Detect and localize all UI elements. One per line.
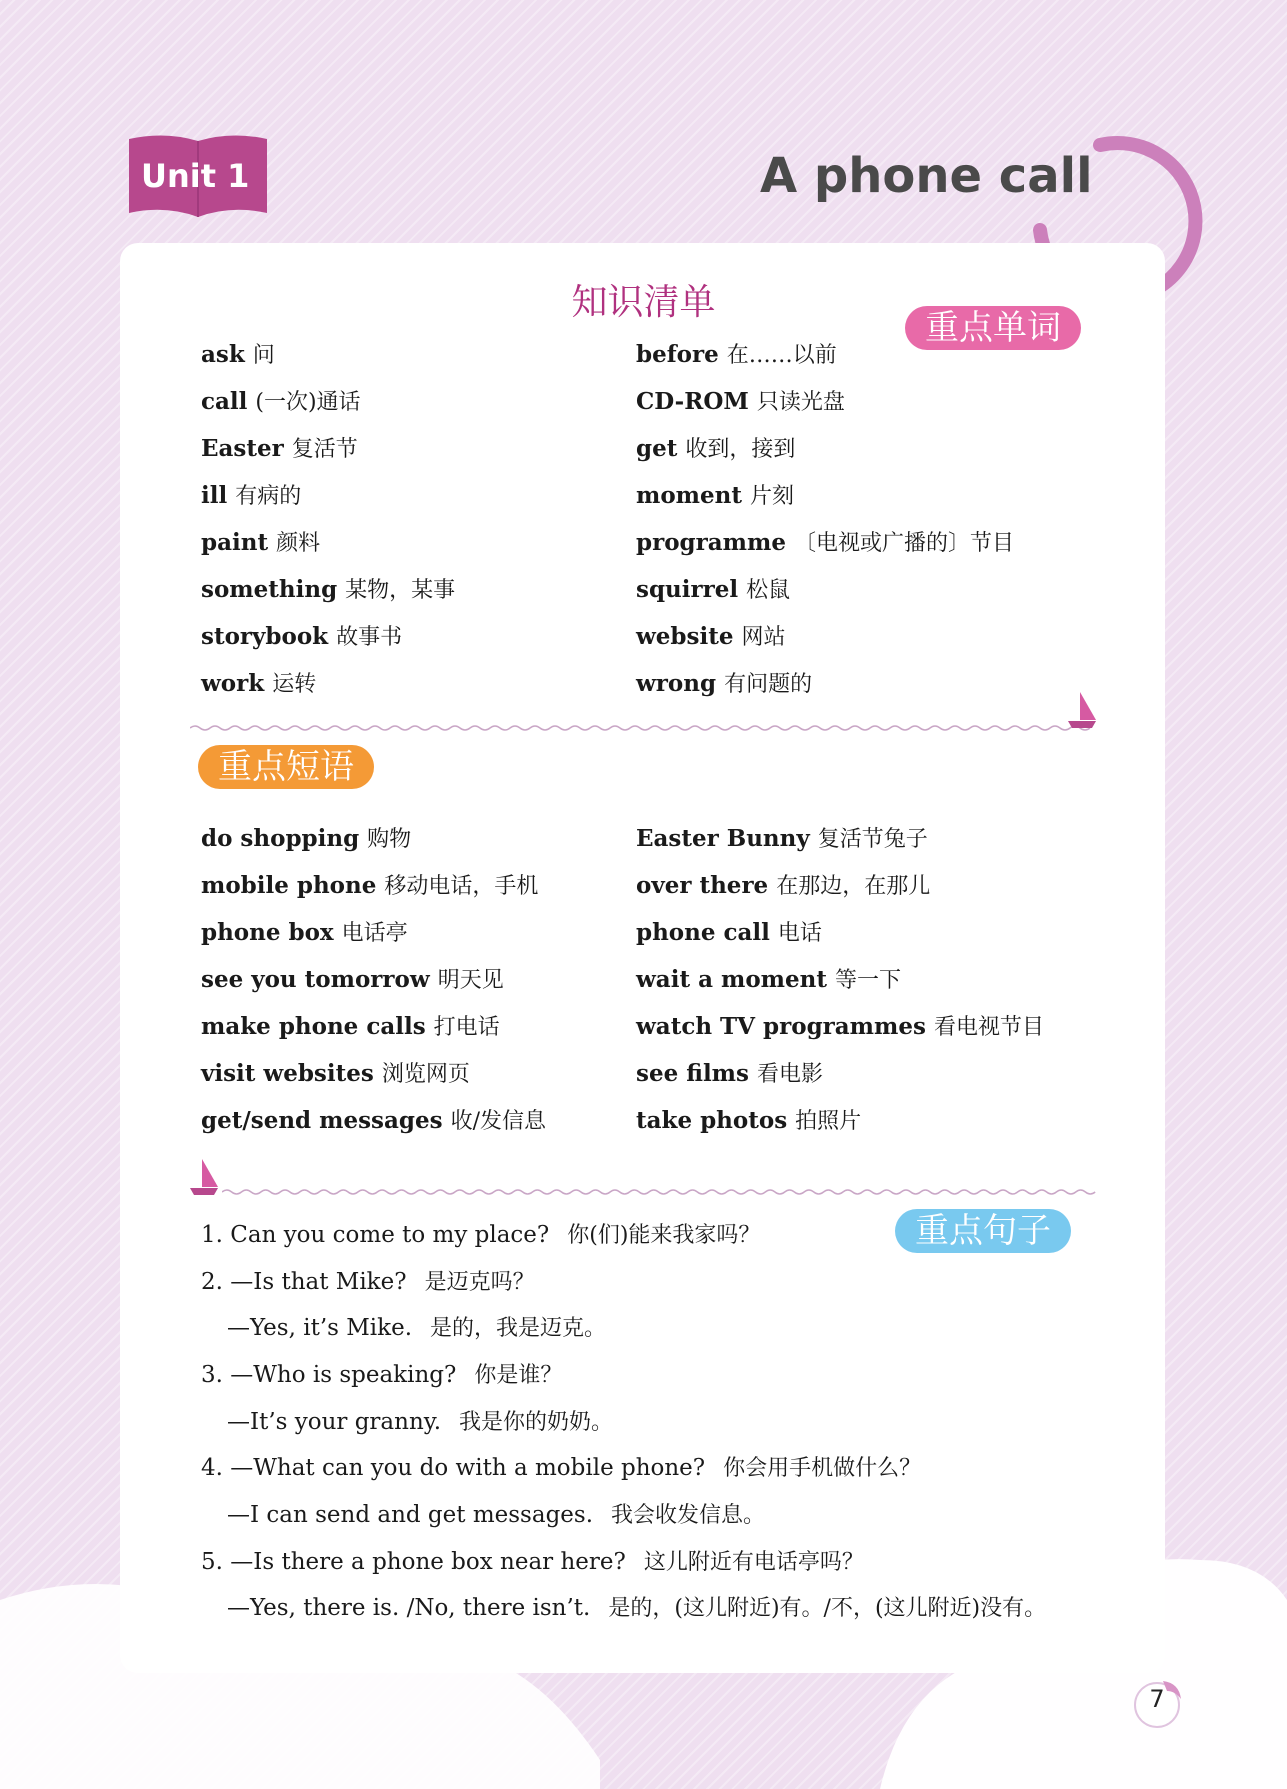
phrase-item: do shopping 购物 bbox=[201, 825, 412, 852]
phrase-row bbox=[201, 916, 1081, 956]
word-row bbox=[201, 432, 1081, 472]
wavy-divider bbox=[190, 724, 1095, 732]
sentence-line: —Yes, there is. /No, there isn’t. 是的，(这儿附近)有。/不，(这儿附近)没有。 bbox=[227, 1595, 1047, 1621]
word-item: call (一次)通话 bbox=[201, 388, 361, 415]
phrase-row bbox=[201, 963, 1081, 1003]
phrase-item: see you tomorrow 明天见 bbox=[201, 966, 504, 993]
word-item: get 收到，接到 bbox=[636, 435, 796, 462]
word-row bbox=[201, 385, 1081, 425]
sentence-line: —It’s your granny. 我是你的奶奶。 bbox=[227, 1409, 614, 1435]
phrase-item: see films 看电影 bbox=[636, 1060, 823, 1087]
key-phrases-badge: 重点短语 bbox=[198, 745, 374, 789]
sentence-line: 2. —Is that Mike? 是迈克吗？ bbox=[201, 1269, 535, 1295]
phrase-row bbox=[201, 869, 1081, 909]
word-item: ask 问 bbox=[201, 341, 275, 368]
sailboat-icon bbox=[188, 1157, 220, 1197]
word-row bbox=[201, 338, 1081, 378]
wavy-divider bbox=[222, 1188, 1100, 1196]
word-item: website 网站 bbox=[636, 623, 786, 650]
section-title: 知识清单 bbox=[571, 282, 716, 323]
sailboat-icon bbox=[1066, 690, 1098, 730]
cloud-decoration-right bbox=[880, 1510, 1287, 1789]
word-item: before 在……以前 bbox=[636, 341, 837, 368]
word-row bbox=[201, 620, 1081, 660]
word-item: programme 〔电视或广播的〕节目 bbox=[636, 529, 1014, 556]
phrase-item: over there 在那边，在那儿 bbox=[636, 872, 931, 899]
sentence-line: 3. —Who is speaking? 你是谁？ bbox=[201, 1362, 563, 1388]
key-sentences-badge: 重点句子 bbox=[895, 1209, 1071, 1253]
sentence-line: —I can send and get messages. 我会收发信息。 bbox=[227, 1502, 766, 1528]
phrase-item: Easter Bunny 复活节兔子 bbox=[636, 825, 928, 852]
word-item: CD-ROM 只读光盘 bbox=[636, 388, 845, 415]
phrase-item: phone call 电话 bbox=[636, 919, 822, 946]
sentence-line: 4. —What can you do with a mobile phone? 你会用手机做什么？ bbox=[201, 1455, 922, 1481]
phrase-item: watch TV programmes 看电视节目 bbox=[636, 1013, 1044, 1040]
unit-tab bbox=[125, 133, 271, 223]
unit-title: A phone call bbox=[760, 148, 1093, 204]
sentence-line: —Yes, it’s Mike. 是的，我是迈克。 bbox=[227, 1315, 607, 1341]
phrase-row bbox=[201, 822, 1081, 862]
phrase-item: visit websites 浏览网页 bbox=[201, 1060, 470, 1087]
phrase-row bbox=[201, 1057, 1081, 1097]
word-row bbox=[201, 526, 1081, 566]
phrase-row bbox=[201, 1010, 1081, 1050]
phrase-item: get/send messages 收/发信息 bbox=[201, 1107, 546, 1134]
phrase-item: phone box 电话亭 bbox=[201, 919, 408, 946]
sentence-line: 1. Can you come to my place? 你(们)能来我家吗？ bbox=[201, 1222, 761, 1248]
word-item: moment 片刻 bbox=[636, 482, 795, 509]
page-number-badge bbox=[1127, 1673, 1187, 1733]
word-row bbox=[201, 667, 1081, 707]
word-item: wrong 有问题的 bbox=[636, 670, 813, 697]
key-words-badge: 重点单词 bbox=[905, 306, 1081, 350]
word-item: work 运转 bbox=[201, 670, 317, 697]
word-item: something 某物，某事 bbox=[201, 576, 456, 603]
phrase-item: make phone calls 打电话 bbox=[201, 1013, 500, 1040]
phrase-item: mobile phone 移动电话，手机 bbox=[201, 872, 539, 899]
word-item: paint 颜料 bbox=[201, 529, 321, 556]
sentence-line: 5. —Is there a phone box near here? 这儿附近有电话亭吗？ bbox=[201, 1549, 864, 1575]
word-row bbox=[201, 479, 1081, 519]
phrase-item: wait a moment 等一下 bbox=[636, 966, 901, 993]
page-number: 7 bbox=[1149, 1685, 1165, 1713]
unit-label: Unit 1 bbox=[141, 157, 250, 195]
word-item: storybook 故事书 bbox=[201, 623, 403, 650]
phrase-row bbox=[201, 1104, 1081, 1144]
word-item: ill 有病的 bbox=[201, 482, 302, 509]
word-row bbox=[201, 573, 1081, 613]
word-item: Easter 复活节 bbox=[201, 435, 358, 462]
word-item: squirrel 松鼠 bbox=[636, 576, 791, 603]
phrase-item: take photos 拍照片 bbox=[636, 1107, 862, 1134]
